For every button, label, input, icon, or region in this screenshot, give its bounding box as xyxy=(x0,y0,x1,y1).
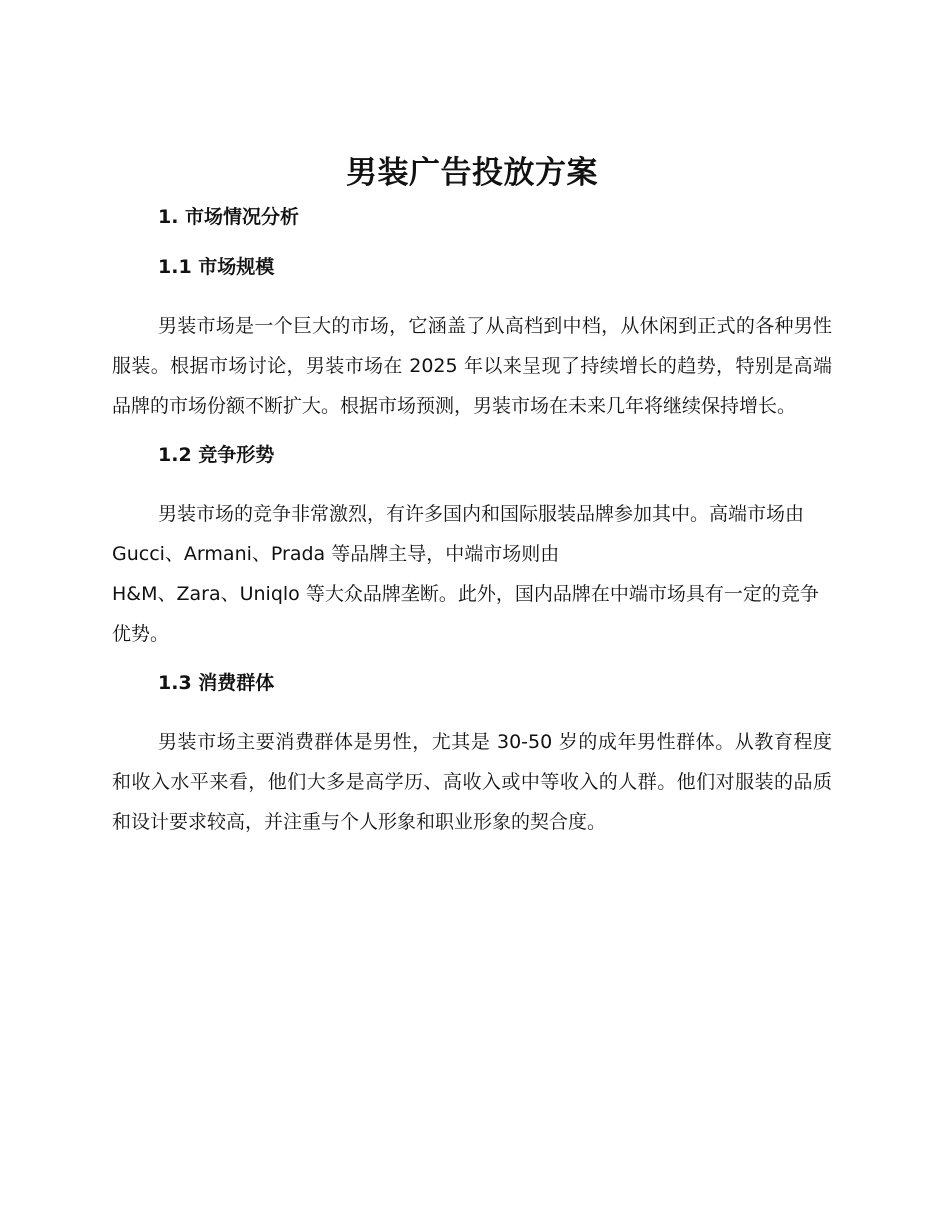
section-heading-market-analysis: 1. 市场情况分析 xyxy=(158,206,300,228)
subsection-heading-competition: 1.2 竞争形势 xyxy=(158,444,275,466)
paragraph-market-size: 男装市场是一个巨大的市场，它涵盖了从高档到中档，从休闲到正式的各种男性服装。根据市场讨论，男装市场在 2025 年以来呈现了持续增长的趋势，特别是高端品牌的市场份额不断扩大。根据市场预测，男装市场在未来几年将继续保持增长。 xyxy=(112,315,832,417)
paragraph-competition-line1: 男装市场的竞争非常激烈，有许多国内和国际服装品牌参加其中。高端市场由 Gucci、Armani、Prada 等品牌主导，中端市场则由 xyxy=(112,503,805,565)
subsection-heading-market-size: 1.1 市场规模 xyxy=(158,256,275,278)
document-page xyxy=(112,150,832,858)
document-title: 男装广告投放方案 xyxy=(346,155,598,191)
subsection-heading-consumer-group: 1.3 消费群体 xyxy=(158,672,275,694)
paragraph-competition xyxy=(112,494,832,654)
paragraph-competition-line2: H&M、Zara、Uniqlo 等大众品牌垄断。此外，国内品牌在中端市场具有一定的竞争优势。 xyxy=(112,583,819,645)
paragraph-consumer-group: 男装市场主要消费群体是男性，尤其是 30-50 岁的成年男性群体。从教育程度和收入水平来看，他们大多是高学历、高收入或中等收入的人群。他们对服装的品质和设计要求较高，并注重与个人形象和职业形象的契合度。 xyxy=(112,731,832,833)
